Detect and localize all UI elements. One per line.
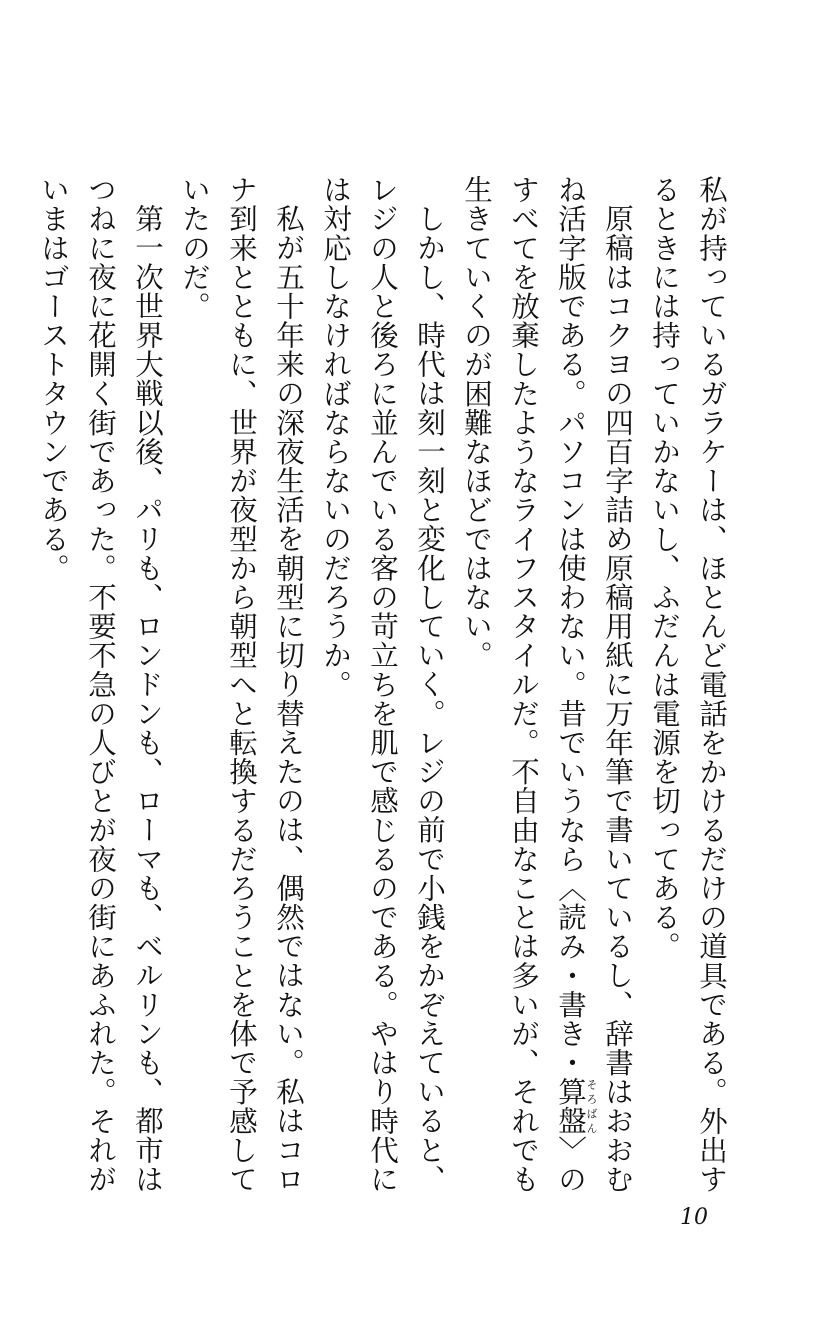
- paragraph-2: [453, 175, 641, 1200]
- ruby-annotation: [554, 1077, 598, 1136]
- vertical-text-body: [30, 175, 735, 1200]
- ruby-reading: そろばん: [585, 1077, 598, 1136]
- paragraph-2-part-1: 原稿はコクヨの四百字詰め原稿用紙に万年筆で書いているし、辞書はおおむね活字版である。パソコンは使わない。昔でいうなら〈読み・書き・: [554, 175, 634, 1193]
- ruby-base: 算盤: [554, 1077, 587, 1136]
- paragraph-1: 私が持っているガラケーは、ほとんど電話をかけるだけの道具である。外出するときには持っていかないし、ふだんは電源を切ってある。: [648, 175, 728, 1194]
- paragraph-4: 私が五十年来の深夜生活を朝型に切り替えたのは、偶然ではない。私はコロナ到来とともに、世界が夜型から朝型へと転換するだろうことを体で予感していたのだ。: [178, 175, 305, 1194]
- paragraph-3: しかし、時代は刻一刻と変化していく。レジの前で小銭をかぞえていると、レジの人と後ろに並んでいる客の苛立ちを肌で感じるのである。やはり時代には対応しなければならないのだろうか。: [319, 175, 446, 1194]
- page-number: 10: [680, 1205, 708, 1230]
- paragraph-5: 第一次世界大戦以後、パリも、ロンドンも、ローマも、ベルリンも、都市はつねに夜に花開く街であった。不要不急の人びとが夜の街にあふれた。それがいまはゴーストタウンである。: [37, 175, 164, 1194]
- paragraph-2-part-2: 〉のすべてを放棄したようなライフスタイルだ。不自由なことは多いが、それでも生きていくのが困難なほどではない。: [460, 175, 587, 1194]
